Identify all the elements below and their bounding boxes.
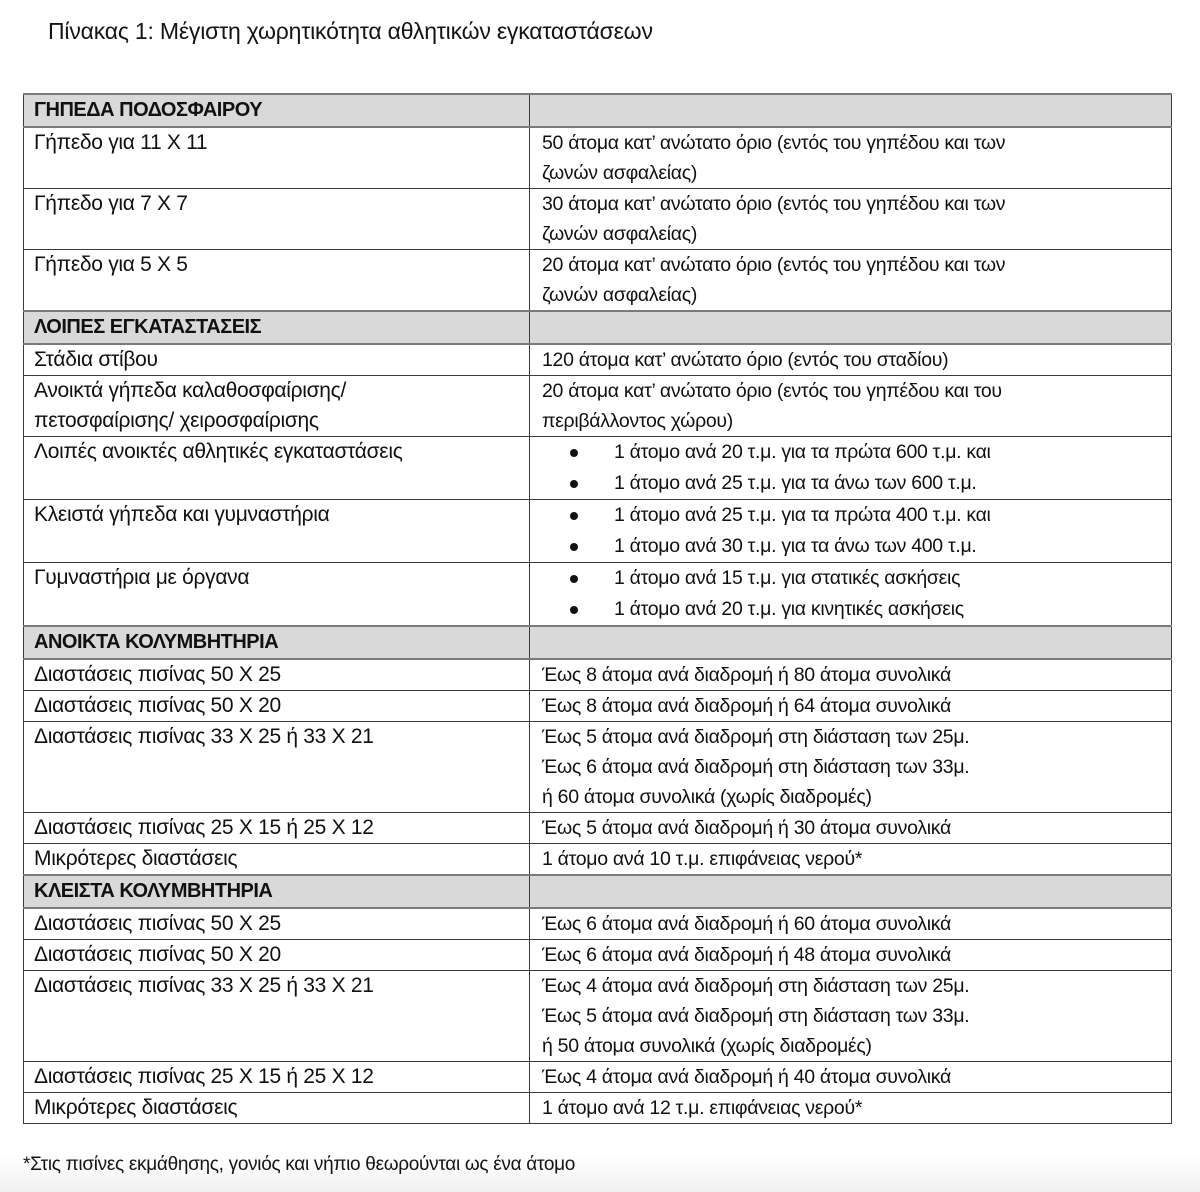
table-row xyxy=(24,844,1172,876)
capacity-text: Έως 6 άτομα ανά διαδρομή στη διάσταση των 33μ. xyxy=(542,756,970,778)
capacity-text: 50 άτομα κατ’ ανώτατο όριο (εντός του γηπέδου και των xyxy=(542,132,1006,154)
capacity-cell xyxy=(530,127,1172,189)
facility-cell xyxy=(24,813,530,844)
bullet-icon xyxy=(570,449,578,457)
capacity-text: 120 άτομα κατ’ ανώτατο όριο (εντός του σταδίου) xyxy=(542,349,949,371)
capacity-text: 20 άτομα κατ’ ανώτατο όριο (εντός του γηπέδου και των xyxy=(542,254,1006,276)
capacity-cell xyxy=(530,691,1172,722)
capacity-bullet-item xyxy=(542,531,1161,562)
capacity-cell xyxy=(530,563,1172,627)
section-header-row xyxy=(24,311,1172,344)
bullet-icon xyxy=(570,606,578,614)
capacity-bullet-list xyxy=(542,563,1161,625)
facility-text: Διαστάσεις πισίνας 50 Χ 20 xyxy=(34,694,281,717)
facility-text: Διαστάσεις πισίνας 50 Χ 25 xyxy=(34,663,281,686)
capacity-text: 1 άτομο ανά 10 τ.μ. επιφάνειας νερού* xyxy=(542,848,863,870)
table-row xyxy=(24,971,1172,1062)
capacity-text: ζωνών ασφαλείας) xyxy=(542,284,698,306)
facility-text: Γήπεδο για 7 Χ 7 xyxy=(34,192,188,215)
facility-cell xyxy=(24,563,530,627)
capacity-cell xyxy=(530,971,1172,1062)
facility-cell xyxy=(24,722,530,813)
facility-cell xyxy=(24,376,530,437)
facility-text: Στάδια στίβου xyxy=(34,348,158,371)
capacity-text: ζωνών ασφαλείας) xyxy=(542,223,698,245)
facility-text: Γήπεδο για 11 Χ 11 xyxy=(34,131,208,154)
capacity-cell xyxy=(530,189,1172,250)
table-row xyxy=(24,691,1172,722)
capacity-bullet-list xyxy=(542,437,1161,499)
capacity-text: Έως 5 άτομα ανά διαδρομή ή 30 άτομα συνολικά xyxy=(542,817,951,839)
table-row xyxy=(24,437,1172,500)
capacity-bullet-item xyxy=(542,594,1161,625)
capacity-text: ή 50 άτομα συνολικά (χωρίς διαδρομές) xyxy=(542,1035,872,1057)
facility-text: Μικρότερες διαστάσεις xyxy=(34,1096,238,1119)
capacity-text: 30 άτομα κατ’ ανώτατο όριο (εντός του γηπέδου και των xyxy=(542,193,1006,215)
facility-text: Μικρότερες διαστάσεις xyxy=(34,847,238,870)
facility-cell xyxy=(24,437,530,500)
facility-cell xyxy=(24,189,530,250)
capacity-cell xyxy=(530,659,1172,691)
section-heading-empty-cell xyxy=(530,626,1172,659)
capacity-text: Έως 4 άτομα ανά διαδρομή ή 40 άτομα συνολικά xyxy=(542,1066,951,1088)
section-header-row xyxy=(24,626,1172,659)
capacity-text: 20 άτομα κατ’ ανώτατο όριο (εντός του γηπέδου και του xyxy=(542,380,1002,402)
table-row xyxy=(24,344,1172,376)
facility-cell xyxy=(24,971,530,1062)
table-row xyxy=(24,563,1172,627)
table-row xyxy=(24,1062,1172,1093)
facility-text: Ανοικτά γήπεδα καλαθοσφαίρισης/ xyxy=(34,379,346,402)
capacity-text: 1 άτομο ανά 30 τ.μ. για τα άνω των 400 τ.μ. xyxy=(614,535,977,557)
facility-text: Διαστάσεις πισίνας 50 Χ 25 xyxy=(34,912,281,935)
capacity-text: ή 60 άτομα συνολικά (χωρίς διαδρομές) xyxy=(542,786,872,808)
facility-cell xyxy=(24,250,530,312)
table-row xyxy=(24,908,1172,940)
capacity-bullet-item xyxy=(542,468,1161,499)
facility-cell xyxy=(24,691,530,722)
table-row xyxy=(24,500,1172,563)
table-row xyxy=(24,722,1172,813)
table-row xyxy=(24,1093,1172,1124)
section-heading: ΛΟΙΠΕΣ ΕΓΚΑΤΑΣΤΑΣΕΙΣ xyxy=(24,311,530,344)
bullet-icon xyxy=(570,575,578,583)
section-heading: ΚΛΕΙΣΤΑ ΚΟΛΥΜΒΗΤΗΡΙΑ xyxy=(24,875,530,908)
capacity-text: Έως 5 άτομα ανά διαδρομή στη διάσταση των 25μ. xyxy=(542,726,970,748)
capacity-table xyxy=(23,93,1172,1124)
capacity-text: 1 άτομο ανά 20 τ.μ. για κινητικές ασκήσεις xyxy=(614,598,964,620)
section-heading-empty-cell xyxy=(530,875,1172,908)
capacity-text: ζωνών ασφαλείας) xyxy=(542,162,698,184)
capacity-cell xyxy=(530,437,1172,500)
capacity-text: Έως 6 άτομα ανά διαδρομή ή 48 άτομα συνολικά xyxy=(542,944,951,966)
capacity-text: 1 άτομο ανά 20 τ.μ. για τα πρώτα 600 τ.μ. και xyxy=(614,441,991,463)
table-caption: Πίνακας 1: Μέγιστη χωρητικότητα αθλητικών εγκαταστάσεων xyxy=(48,18,653,44)
capacity-bullet-item xyxy=(542,500,1161,531)
capacity-cell xyxy=(530,813,1172,844)
bullet-icon xyxy=(570,512,578,520)
capacity-table-body xyxy=(24,94,1172,1124)
table-row xyxy=(24,659,1172,691)
capacity-text: Έως 8 άτομα ανά διαδρομή ή 80 άτομα συνολικά xyxy=(542,664,951,686)
section-heading-empty-cell xyxy=(530,94,1172,127)
facility-text: Διαστάσεις πισίνας 25 Χ 15 ή 25 Χ 12 xyxy=(34,1065,374,1088)
section-header-row xyxy=(24,875,1172,908)
capacity-cell xyxy=(530,908,1172,940)
facility-text: Γυμναστήρια με όργανα xyxy=(34,566,250,589)
capacity-bullet-item xyxy=(542,437,1161,468)
capacity-text: 1 άτομο ανά 25 τ.μ. για τα πρώτα 400 τ.μ. και xyxy=(614,504,991,526)
capacity-text: Έως 8 άτομα ανά διαδρομή ή 64 άτομα συνολικά xyxy=(542,695,951,717)
capacity-text: Έως 5 άτομα ανά διαδρομή στη διάσταση των 33μ. xyxy=(542,1005,970,1027)
capacity-cell xyxy=(530,844,1172,876)
facility-cell xyxy=(24,127,530,189)
capacity-cell xyxy=(530,376,1172,437)
facility-cell xyxy=(24,844,530,876)
table-row xyxy=(24,813,1172,844)
facility-text: πετοσφαίρισης/ χειροσφαίρισης xyxy=(34,409,319,432)
facility-cell xyxy=(24,908,530,940)
capacity-text: περιβάλλοντος χώρου) xyxy=(542,410,733,432)
capacity-cell xyxy=(530,1093,1172,1124)
capacity-cell xyxy=(530,722,1172,813)
facility-cell xyxy=(24,1062,530,1093)
capacity-cell xyxy=(530,250,1172,312)
facility-text: Διαστάσεις πισίνας 33 Χ 25 ή 33 Χ 21 xyxy=(34,974,374,997)
section-heading: ΑΝΟΙΚΤΑ ΚΟΛΥΜΒΗΤΗΡΙΑ xyxy=(24,626,530,659)
table-row xyxy=(24,376,1172,437)
capacity-text: 1 άτομο ανά 12 τ.μ. επιφάνειας νερού* xyxy=(542,1097,863,1119)
section-heading: ΓΗΠΕΔΑ ΠΟΔΟΣΦΑΙΡΟΥ xyxy=(24,94,530,127)
facility-cell xyxy=(24,659,530,691)
capacity-text: Έως 6 άτομα ανά διαδρομή ή 60 άτομα συνολικά xyxy=(542,913,951,935)
table-row xyxy=(24,940,1172,971)
facility-text: Κλειστά γήπεδα και γυμναστήρια xyxy=(34,503,330,526)
bullet-icon xyxy=(570,480,578,488)
table-row xyxy=(24,127,1172,189)
capacity-text: 1 άτομο ανά 15 τ.μ. για στατικές ασκήσεις xyxy=(614,567,961,589)
facility-text: Λοιπές ανοικτές αθλητικές εγκαταστάσεις xyxy=(34,440,403,463)
capacity-cell xyxy=(530,1062,1172,1093)
footnote: *Στις πισίνες εκμάθησης, γονιός και νήπιο θεωρούνται ως ένα άτομο xyxy=(23,1154,576,1175)
capacity-text: 1 άτομο ανά 25 τ.μ. για τα άνω των 600 τ.μ. xyxy=(614,472,977,494)
capacity-cell xyxy=(530,500,1172,563)
bullet-icon xyxy=(570,543,578,551)
facility-text: Διαστάσεις πισίνας 33 Χ 25 ή 33 Χ 21 xyxy=(34,725,374,748)
section-heading-empty-cell xyxy=(530,311,1172,344)
facility-cell xyxy=(24,940,530,971)
capacity-cell xyxy=(530,940,1172,971)
facility-text: Διαστάσεις πισίνας 25 Χ 15 ή 25 Χ 12 xyxy=(34,816,374,839)
capacity-bullet-list xyxy=(542,500,1161,562)
facility-text: Διαστάσεις πισίνας 50 Χ 20 xyxy=(34,943,281,966)
capacity-bullet-item xyxy=(542,563,1161,594)
facility-cell xyxy=(24,344,530,376)
facility-cell xyxy=(24,500,530,563)
table-row xyxy=(24,250,1172,312)
facility-cell xyxy=(24,1093,530,1124)
section-header-row xyxy=(24,94,1172,127)
capacity-text: Έως 4 άτομα ανά διαδρομή στη διάσταση των 25μ. xyxy=(542,975,970,997)
facility-text: Γήπεδο για 5 Χ 5 xyxy=(34,253,188,276)
table-row xyxy=(24,189,1172,250)
capacity-cell xyxy=(530,344,1172,376)
